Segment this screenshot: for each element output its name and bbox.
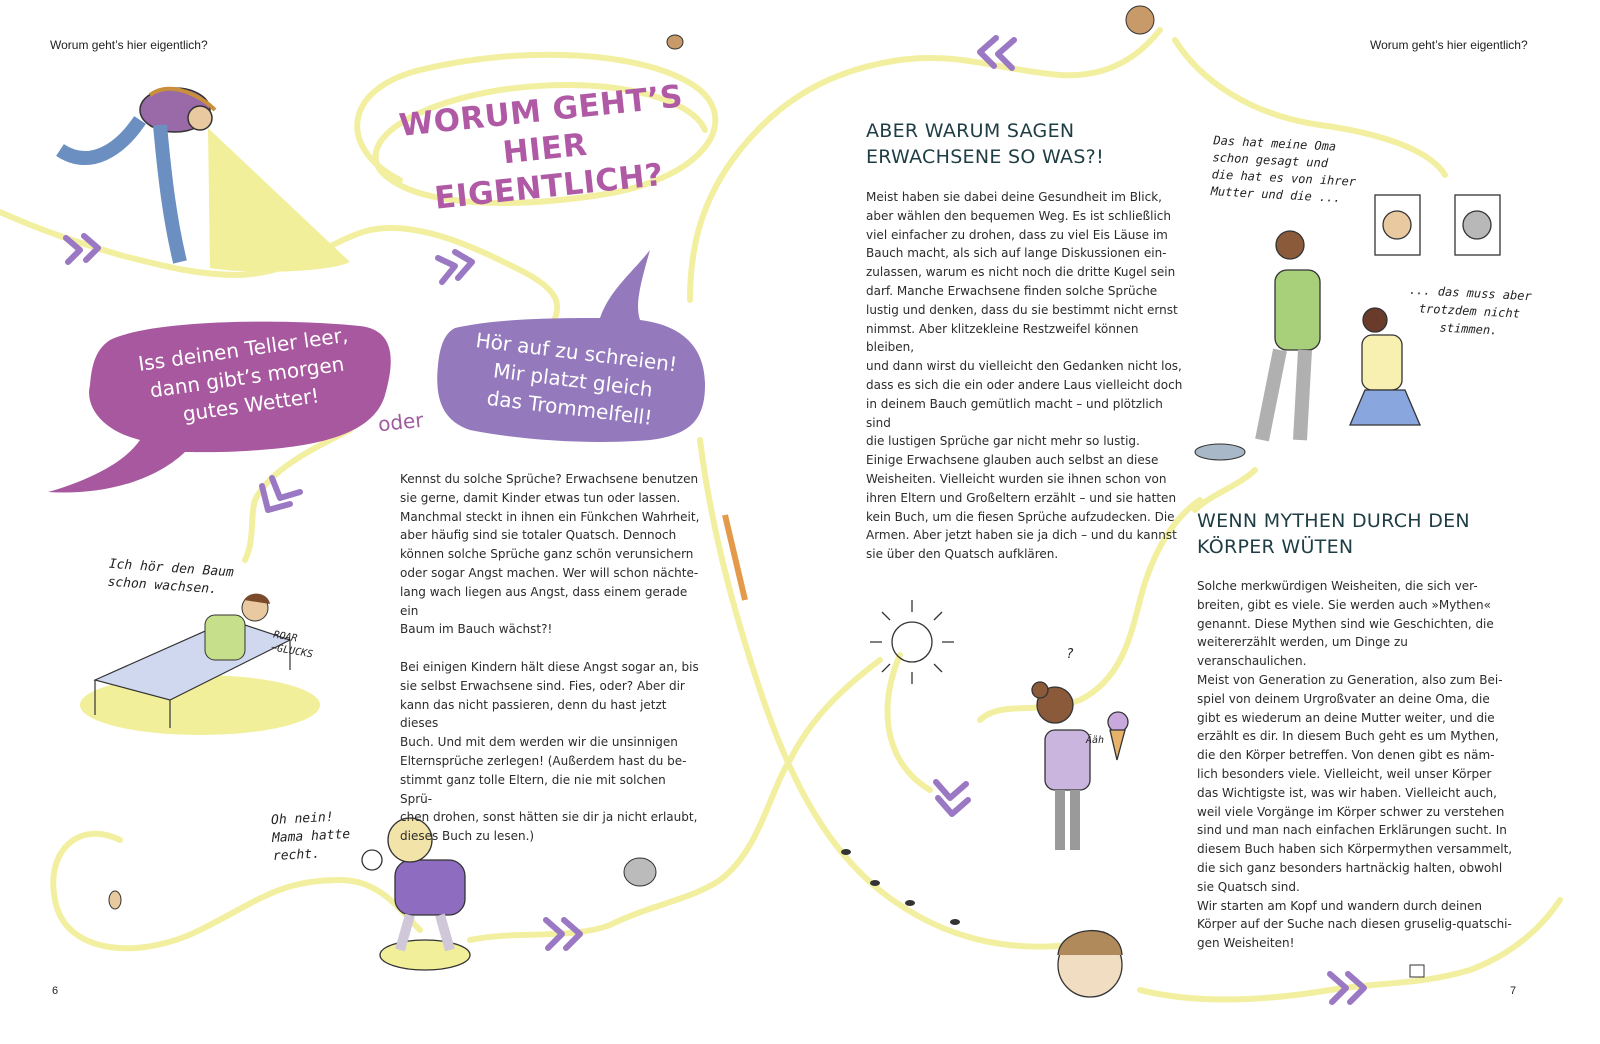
flashlight-beam xyxy=(208,128,350,272)
yellow-path xyxy=(888,655,930,790)
speech-bubble-2-text: Hör auf zu schreien! Mir platzt gleich das Trommelfell! xyxy=(474,327,679,430)
caption-roar: ROAR ~GLUCKS xyxy=(270,629,314,661)
girl-ice-cream-illustration xyxy=(1032,682,1128,850)
speech-bubble-1-text: Iss deinen Teller leer, dann gibt’s morgen gutes Wetter! xyxy=(136,322,350,427)
chevron-right-icon xyxy=(66,236,98,262)
page-number-left: 6 xyxy=(52,985,59,997)
caption-trotzdem: ... das muss aber trotzdem nicht stimmen. xyxy=(1408,282,1533,338)
yellow-path xyxy=(1195,470,1255,510)
chevron-right-icon xyxy=(438,252,472,282)
bed-scene xyxy=(80,594,320,735)
right-body-text-1: Meist haben sie dabei deine Gesundheit im Blick, aber wählen den bequemen Weg. Es ist schließlich viel einfacher zu drohen, dass zu viel Eis Läuse im Bauch macht, als sich auf lange Diskussionen ein- zulassen, warum es nicht noch die dritte Kugel sein darf. Manche Erwachsene finden solche Sprüche lustig und denken, dass du sie bestimmt nicht ernst nimmst. Aber klitzekleine Restzweifel können bleiben, und dann wirst du vielleicht den Gedanken nicht los, dass es sich die ein oder andere Laus vielleicht doch in deinem Bauch gemütlich macht – und plötzlich sind die lustigen Sprüche gar nicht mehr so lustig. Einige Erwachsene glauben auch selbst an diese Weisheiten. Vielleicht wurden sie ihnen schon von ihren Eltern und Großeltern erzählt – und sie hatten kein Buch, um die fiesen Sprüche aufzudecken. Die Armen. Aber jetzt haben sie ja dich – und du kannst sie über den Quatsch aufklären. xyxy=(866,190,1183,562)
running-head-right: Worum geht’s hier eigentlich? xyxy=(1370,38,1528,52)
heading-why-adults: ABER WARUM SAGEN ERWACHSENE SO WAS?! xyxy=(866,120,1104,168)
page-number-right: 7 xyxy=(1510,985,1517,997)
caption-tree: Ich hör den Baum schon wachsen. xyxy=(107,556,235,598)
left-body-text: Kennst du solche Sprüche? Erwachsene benutzen sie gerne, damit Kinder etwas tun oder lassen. Manchmal steckt in ihnen ein Fünkchen Wahrheit, aber häufig sind sie totaler Quatsch. Dennoch können solche Sprüche ganz schön verunsichern oder sogar Angst machen. Wer will schon nächte- lang wach liegen aus Angst, dass einem gerade ein Baum im Bauch wächst?! Bei einigen Kindern hält diese Angst sogar an, bis sie selbst Erwachsene sind. Fies, oder? Aber dir kann das nicht passieren, denn du hast jetzt dieses Buch. Und mit dem werden wir die unsinnigen Elternsprüche zerlegen! (Außerdem hast du be- stimmt ganz tolle Eltern, die nie mit solchen Sprü- chen drohen, sonst hätten sie dir ja nicht erlaubt, dieses Buch zu lesen.) xyxy=(400,472,700,844)
sun-illustration xyxy=(870,600,954,684)
page-title: WORUM GEHT’S HIER EIGENTLICH? xyxy=(397,78,685,217)
caption-ah: Ääh xyxy=(1086,735,1105,746)
caption-q: ? xyxy=(1066,647,1074,662)
girl-face-illustration xyxy=(1058,931,1122,997)
caption-oma: Das hat meine Oma schon gesagt und die hat es von ihrer Mutter und die ... xyxy=(1210,133,1357,205)
yellow-path xyxy=(53,834,420,949)
chevron-down-icon xyxy=(936,782,968,814)
oder-label: oder xyxy=(376,407,425,437)
right-body-text-2: Solche merkwürdigen Weisheiten, die sich ver- breiten, gibt es viele. Sie werden auch »Mythen« genannt. Diese Mythen sind wie Geschichten, die weitererzählt werden, um Dinge zu veranschaulichen. Meist von Generation zu Generation, also zum Bei- spiel von deinem Urgroßvater an deine Oma, die gibt es wiederum an deine Mutter weiter, und die erzählt es dir. In diesem Buch geht es um Mythen, die den Körper betreffen. Von denen gibt es näm- lich besonders viele. Vielleicht, weil unser Körper das Wichtigste ist, was wir haben. Vielleicht auch, weil viele Vorgänge im Körper schwer zu verstehen sind und man nach einfachen Erklärungen sucht. In diesem Buch haben sich Körpermythen versammelt, die sich ganz besonders hartnäckig halten, obwohl sie Quatsch sind. Wir starten am Kopf und wandern durch deinen Körper auf der Suche nach diesen gruselig-quatschi- gen Weisheiten! xyxy=(1197,579,1513,951)
heading-myths: WENN MYTHEN DURCH DEN KÖRPER WÜTEN xyxy=(1197,510,1470,558)
running-head-left: Worum geht’s hier eigentlich? xyxy=(50,38,208,52)
caption-mama: Oh nein! Mama hatte recht. xyxy=(270,809,351,865)
